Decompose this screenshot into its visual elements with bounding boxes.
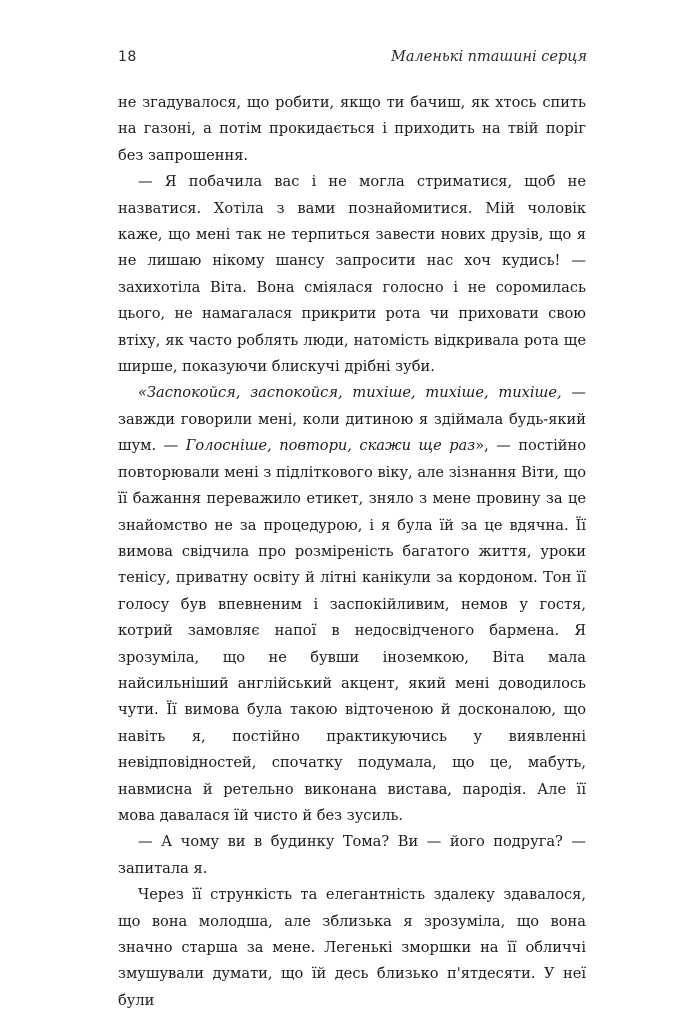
text-segment: не згадувалося, що робити, якщо ти бачиш, як хтось спить на газоні, а потім прокидається і приходить на твій поріг без запрошення. (118, 94, 586, 164)
text-segment: », — постійно повторювали мені з підліткового віку, але зізнання Віти, що її бажання переважило етикет, зняло з мене провину за це знайомство не за процедурою, і я була їй за це вдячна. Її вимова свідчила про розміреність багатого життя, уроки тенісу, приватну освіту й літні канікули за кордоном. Тон її голосу був впевненим і заспокійливим, немов у гостя, котрий замовляє напої в недосвідченого бармена. Я зрозуміла, що не бувши іноземкою, Віта мала найсильніший англійський акцент, який мені доводилось чути. Її вимова була такою відточеною й досконалою, що навіть я, постійно практикуючись у виявленні невідповідностей, спочатку подумала, що це, мабуть, навмисна й ретельно виконана вистава, пародія. Але її мова давалася їй чисто й без зусиль. (118, 437, 586, 824)
body-text (118, 90, 586, 1014)
italic-segment: «Заспокойся, заспокойся, тихіше, тихіше, тихіше, (138, 384, 562, 402)
text-segment: — Я побачила вас і не могла стриматися, щоб не назватися. Хотіла з вами познайомитися. Мій чоловік каже, що мені так не терпиться завести нових друзів, що я не лишаю нікому шансу запросити нас хоч кудись! — захихотіла Віта. Вона сміялася голосно і не соромилась цього, не намагалася прикрити рота чи приховати свою втіху, як часто роблять люди, натомість відкривала рота ще ширше, показуючи блискучі дрібні зуби. (118, 173, 586, 376)
text-segment: — А чому ви в будинку Тома? Ви — його подруга? — запитала я. (118, 833, 586, 877)
paragraph-1 (118, 90, 586, 169)
running-title: Маленькі пташині серця (391, 49, 587, 65)
paragraph-3 (118, 380, 586, 829)
paragraph-2 (118, 169, 586, 380)
page-number: 18 (118, 49, 137, 65)
italic-segment: Голосніше, повтори, скажи ще раз (185, 437, 476, 455)
paragraph-5 (118, 882, 586, 1014)
paragraph-4 (118, 829, 586, 882)
running-header (118, 49, 587, 71)
text-segment: — завжди говорили мені, коли дитиною я здіймала будь-який шум. — (118, 384, 586, 455)
text-segment: Через її стрункість та елегантність здалеку здавалося, що вона молодша, але зблизька я зрозуміла, що вона значно старша за мене. Легенькі зморшки на її обличчі змушували думати, що їй десь близько п'ятдесяти. У неї були (118, 886, 586, 1009)
